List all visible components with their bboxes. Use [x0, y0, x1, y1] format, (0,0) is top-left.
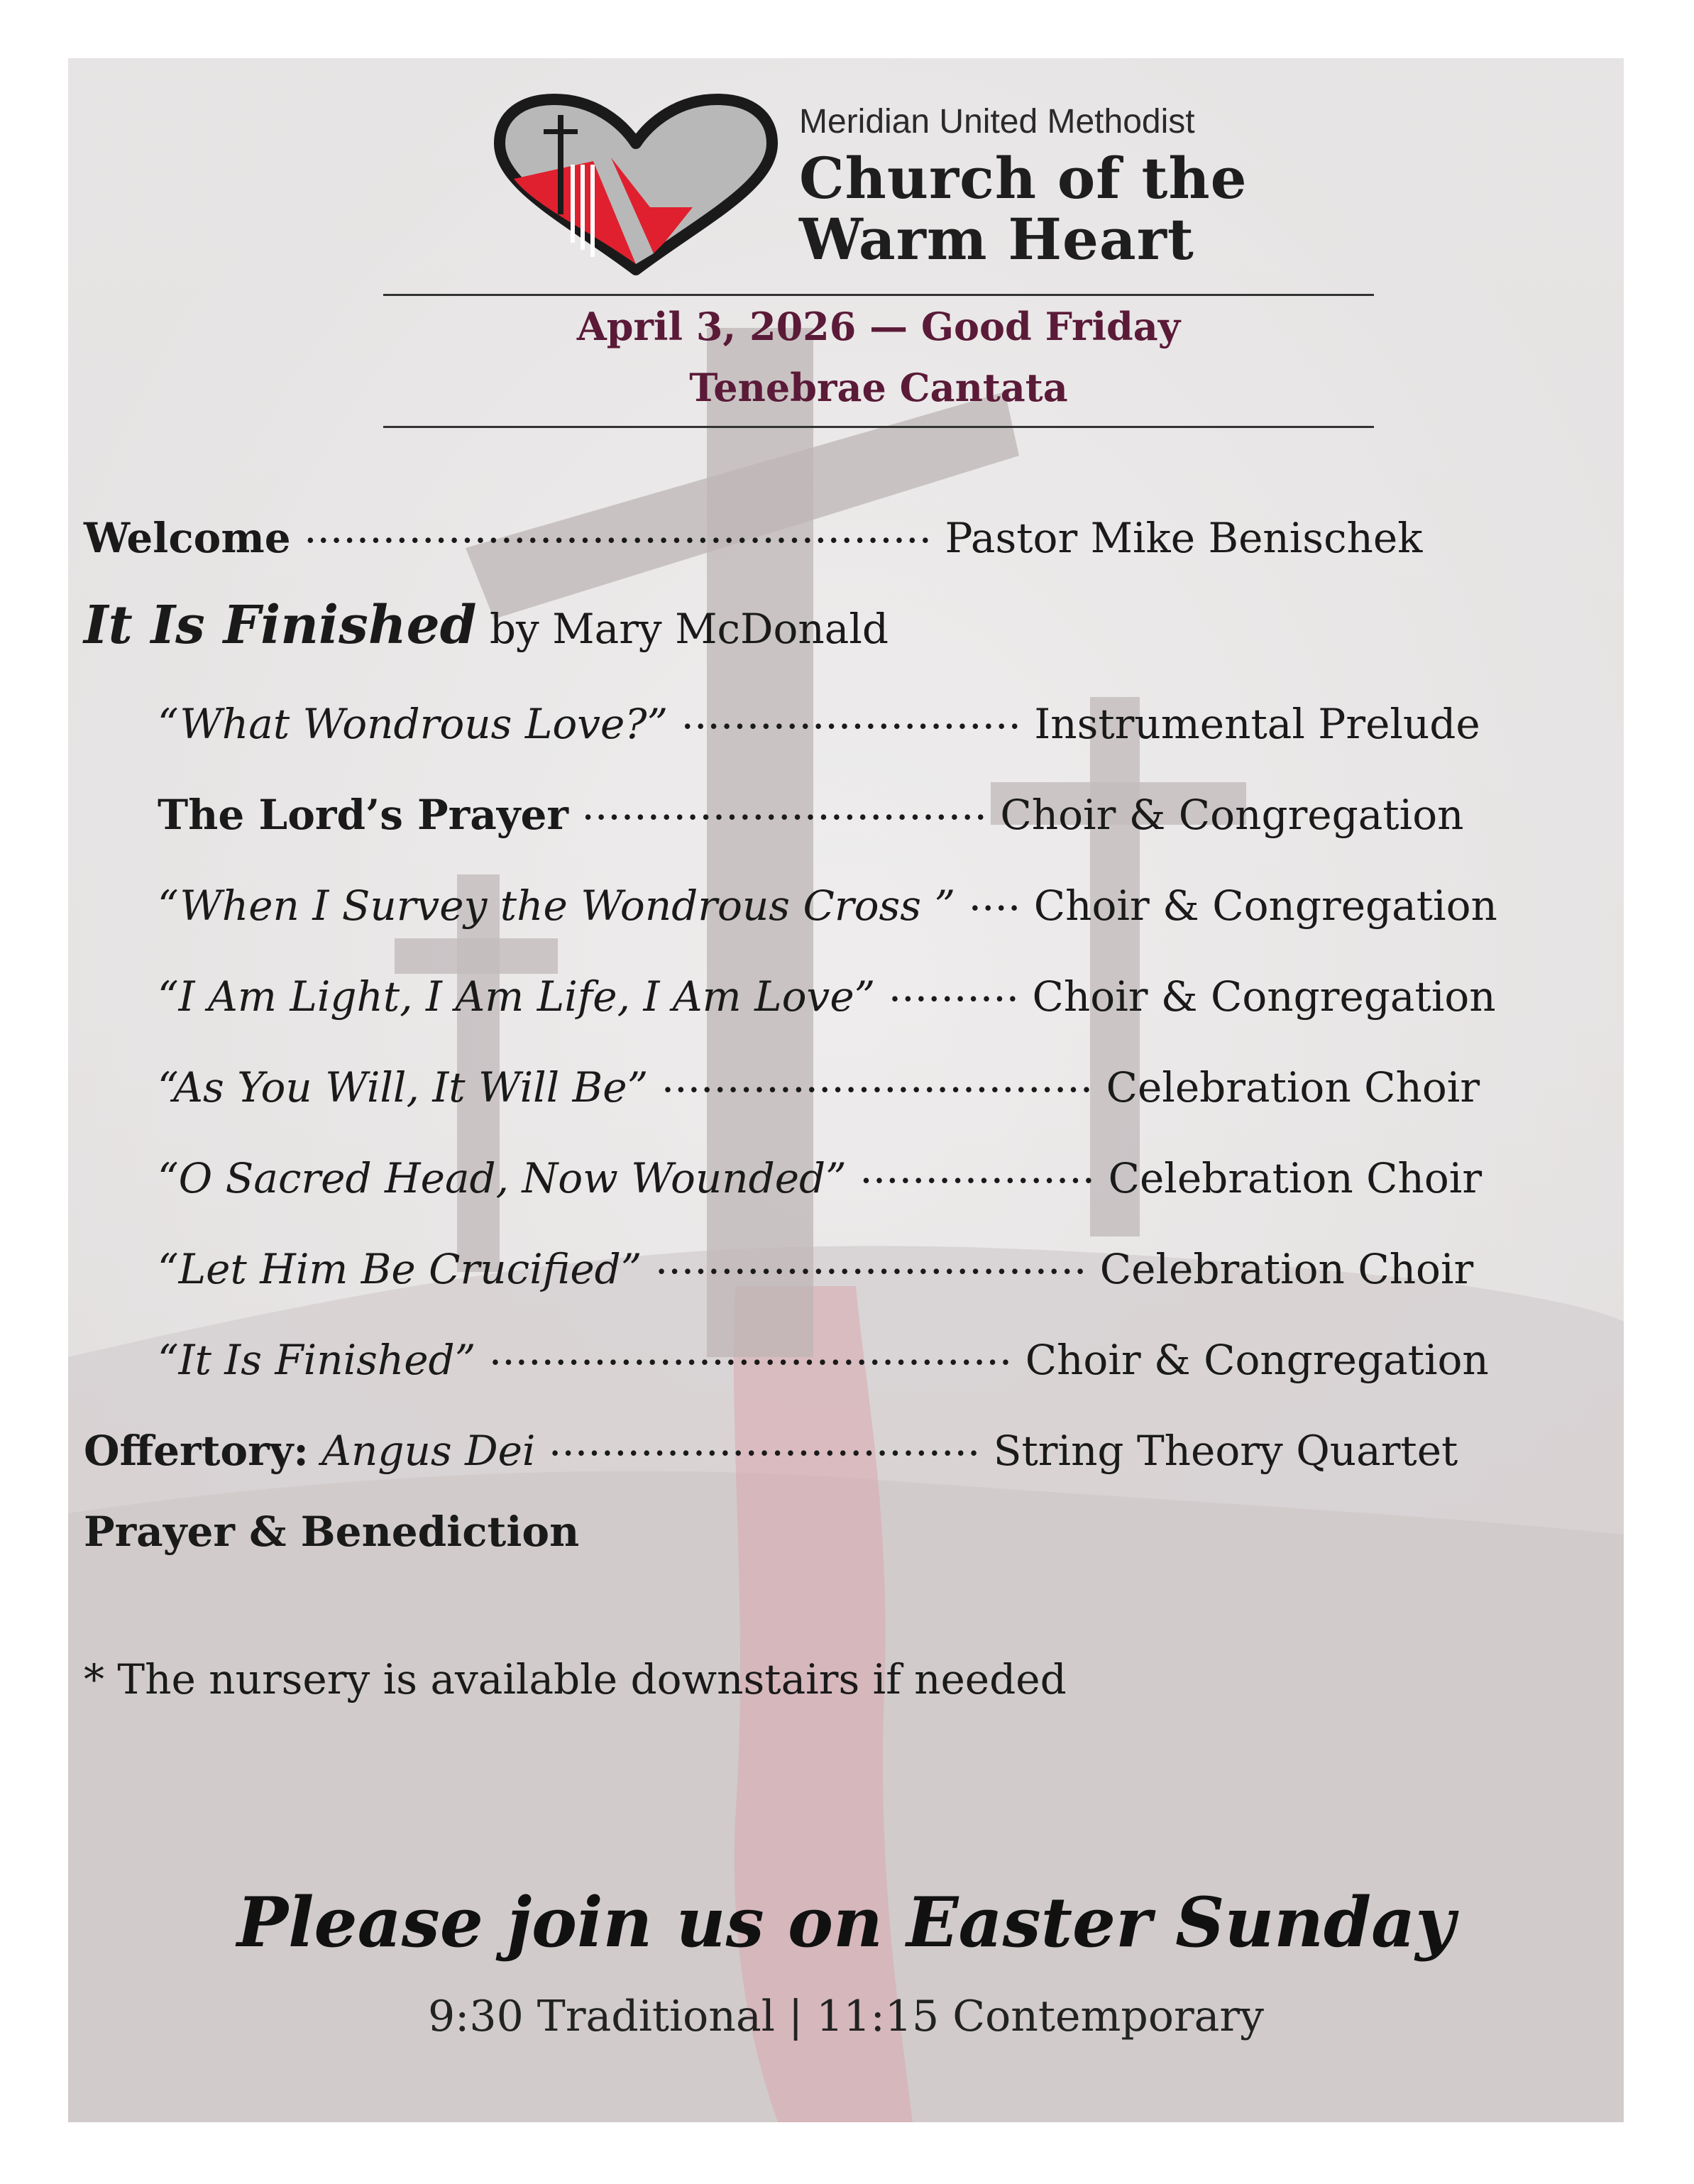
item-performer: String Theory Quartet	[993, 1427, 1458, 1475]
service-date: April 3, 2026 — Good Friday	[576, 304, 1181, 349]
program-item	[158, 781, 1463, 839]
program-item	[158, 1053, 1480, 1112]
program-item	[158, 962, 1496, 1021]
leader-dots: ..................	[859, 1144, 1096, 1192]
leader-dots: ................................................	[304, 504, 933, 552]
item-performer: Choir & Congregation	[1000, 791, 1464, 839]
program-item-welcome	[84, 504, 1422, 562]
leader-dots: ....	[968, 872, 1021, 920]
item-title: The Lord’s Prayer	[158, 791, 568, 839]
item-title: “When I Survey the Wondrous Cross ”	[158, 882, 956, 930]
cantata-heading	[84, 595, 889, 656]
easter-service-times: 9:30 Traditional | 11:15 Contemporary	[428, 1992, 1264, 2041]
logo-subtitle: Meridian United Methodist	[799, 103, 1195, 141]
church-logo	[487, 94, 1289, 278]
leader-dots: ...............................	[581, 781, 987, 829]
service-name: Tenebrae Cantata	[689, 365, 1068, 410]
easter-invitation: Please join us on Easter Sunday	[236, 1882, 1456, 1963]
item-title: Angus Dei	[321, 1427, 536, 1475]
item-performer: Choir & Congregation	[1033, 882, 1497, 930]
item-title: Prayer & Benediction	[84, 1508, 580, 1556]
cantata-title: It Is Finished	[84, 595, 477, 656]
leader-dots: ..........................	[681, 690, 1021, 738]
item-performer: Instrumental Prelude	[1034, 700, 1480, 748]
item-performer: Celebration Choir	[1108, 1154, 1483, 1202]
heart-cross-icon	[487, 94, 785, 278]
leader-dots: ........................................	[488, 1326, 1013, 1374]
nursery-note: * The nursery is available downstairs if needed	[84, 1655, 1067, 1703]
offertory-label: Offertory:	[84, 1427, 309, 1475]
program-item	[158, 1326, 1489, 1384]
logo-title-line1: Church of the	[799, 145, 1248, 212]
bulletin-page	[68, 58, 1624, 2122]
header-divider-bottom	[383, 426, 1374, 428]
leader-dots: .................................	[654, 1235, 1087, 1283]
logo-title-line2: Warm Heart	[799, 206, 1194, 273]
item-title: “It Is Finished”	[158, 1336, 476, 1384]
item-performer: Pastor Mike Benischek	[945, 514, 1423, 562]
program-item	[158, 1144, 1482, 1202]
item-performer: Celebration Choir	[1106, 1063, 1480, 1112]
leader-dots: .................................	[548, 1417, 981, 1465]
item-title: “What Wondrous Love?”	[158, 700, 669, 748]
program-item	[158, 872, 1497, 930]
item-title: Welcome	[84, 514, 291, 562]
header-divider-top	[383, 294, 1374, 296]
leader-dots: .................................	[661, 1053, 1094, 1102]
item-title: “I Am Light, I Am Life, I Am Love”	[158, 972, 876, 1021]
item-title: “O Sacred Head, Now Wounded”	[158, 1154, 847, 1202]
leader-dots: ..........	[888, 962, 1020, 1011]
program-item	[158, 1235, 1473, 1293]
item-performer: Celebration Choir	[1099, 1245, 1474, 1293]
item-title: “As You Will, It Will Be”	[158, 1063, 649, 1112]
program-item-benediction	[84, 1508, 579, 1556]
program-item-offertory	[84, 1417, 1458, 1475]
cantata-composer: by Mary McDonald	[489, 605, 889, 653]
item-performer: Choir & Congregation	[1025, 1336, 1489, 1384]
item-title: “Let Him Be Crucified”	[158, 1245, 642, 1293]
item-performer: Choir & Congregation	[1032, 972, 1496, 1021]
program-item	[158, 690, 1480, 748]
